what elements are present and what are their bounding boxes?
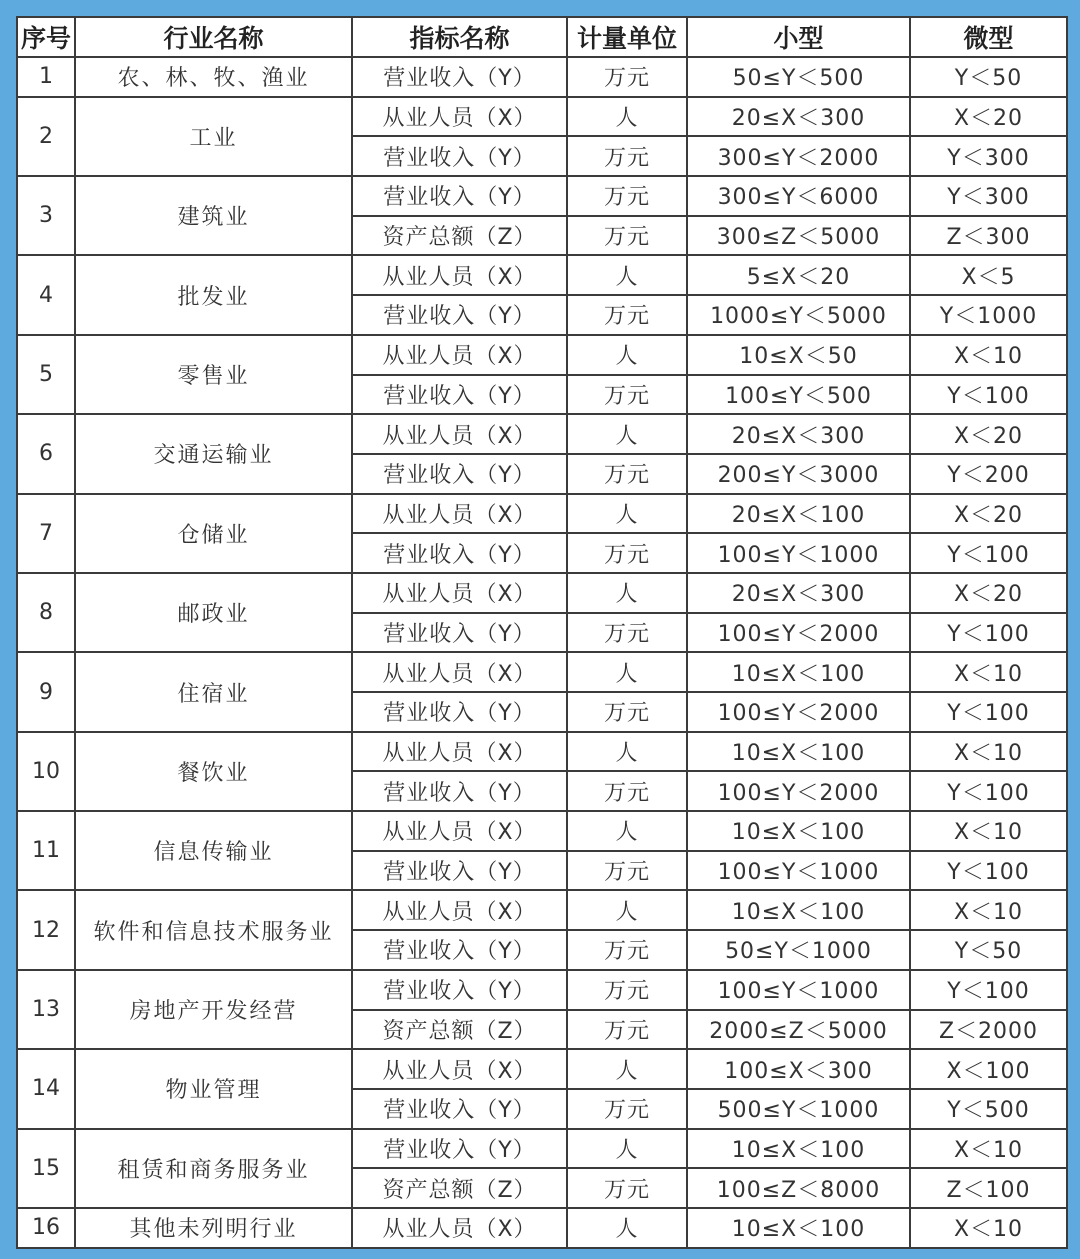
micro-threshold: Y＜50 — [910, 930, 1067, 970]
micro-threshold: Y＜500 — [910, 1089, 1067, 1129]
row-index: 6 — [17, 414, 75, 493]
metric-name: 从业人员（X） — [352, 1049, 567, 1089]
table-row — [17, 811, 1067, 851]
micro-threshold: X＜100 — [910, 1049, 1067, 1089]
table-row — [17, 255, 1067, 295]
metric-name: 资产总额（Z） — [352, 1010, 567, 1050]
table-body — [17, 57, 1067, 1248]
unit-cell: 人 — [567, 732, 687, 772]
unit-cell: 人 — [567, 97, 687, 137]
table-row — [17, 1049, 1067, 1089]
micro-threshold: X＜20 — [910, 573, 1067, 613]
unit-cell: 万元 — [567, 216, 687, 256]
small-threshold: 5≤X＜20 — [687, 255, 910, 295]
industry-name: 农、林、牧、渔业 — [75, 57, 352, 97]
industry-name: 建筑业 — [75, 176, 352, 255]
micro-threshold: Y＜300 — [910, 136, 1067, 176]
small-threshold: 100≤Y＜2000 — [687, 771, 910, 811]
small-threshold: 100≤Y＜1000 — [687, 970, 910, 1010]
unit-cell: 人 — [567, 414, 687, 454]
unit-cell: 万元 — [567, 771, 687, 811]
header-unit: 计量单位 — [567, 17, 687, 57]
micro-threshold: Y＜100 — [910, 771, 1067, 811]
row-index: 12 — [17, 890, 75, 969]
small-threshold: 1000≤Y＜5000 — [687, 295, 910, 335]
metric-name: 从业人员（X） — [352, 255, 567, 295]
metric-name: 营业收入（Y） — [352, 136, 567, 176]
metric-name: 从业人员（X） — [352, 573, 567, 613]
micro-threshold: Z＜300 — [910, 216, 1067, 256]
unit-cell: 万元 — [567, 57, 687, 97]
unit-cell: 万元 — [567, 930, 687, 970]
row-index: 13 — [17, 970, 75, 1049]
industry-name: 软件和信息技术服务业 — [75, 890, 352, 969]
table-row — [17, 573, 1067, 613]
micro-threshold: Y＜100 — [910, 970, 1067, 1010]
table-frame — [16, 16, 1066, 1249]
micro-threshold: X＜20 — [910, 414, 1067, 454]
row-index: 1 — [17, 57, 75, 97]
table-row — [17, 890, 1067, 930]
micro-threshold: Z＜2000 — [910, 1010, 1067, 1050]
table-row — [17, 970, 1067, 1010]
industry-name: 物业管理 — [75, 1049, 352, 1128]
micro-threshold: Y＜100 — [910, 692, 1067, 732]
small-threshold: 100≤Y＜500 — [687, 375, 910, 415]
unit-cell: 万元 — [567, 136, 687, 176]
metric-name: 营业收入（Y） — [352, 970, 567, 1010]
enterprise-size-table — [16, 16, 1068, 1249]
small-threshold: 300≤Y＜6000 — [687, 176, 910, 216]
metric-name: 营业收入（Y） — [352, 692, 567, 732]
table-row — [17, 414, 1067, 454]
metric-name: 营业收入（Y） — [352, 454, 567, 494]
metric-name: 营业收入（Y） — [352, 57, 567, 97]
unit-cell: 万元 — [567, 176, 687, 216]
micro-threshold: Z＜100 — [910, 1168, 1067, 1208]
metric-name: 从业人员（X） — [352, 335, 567, 375]
unit-cell: 人 — [567, 573, 687, 613]
unit-cell: 万元 — [567, 1010, 687, 1050]
small-threshold: 10≤X＜50 — [687, 335, 910, 375]
industry-name: 仓储业 — [75, 494, 352, 573]
metric-name: 从业人员（X） — [352, 494, 567, 534]
metric-name: 资产总额（Z） — [352, 216, 567, 256]
small-threshold: 100≤X＜300 — [687, 1049, 910, 1089]
table-row — [17, 1208, 1067, 1248]
row-index: 16 — [17, 1208, 75, 1248]
unit-cell: 人 — [567, 1208, 687, 1248]
table-row — [17, 57, 1067, 97]
micro-threshold: X＜10 — [910, 732, 1067, 772]
metric-name: 从业人员（X） — [352, 652, 567, 692]
industry-name: 批发业 — [75, 255, 352, 334]
small-threshold: 20≤X＜300 — [687, 573, 910, 613]
metric-name: 从业人员（X） — [352, 811, 567, 851]
small-threshold: 200≤Y＜3000 — [687, 454, 910, 494]
metric-name: 营业收入（Y） — [352, 295, 567, 335]
unit-cell: 人 — [567, 811, 687, 851]
small-threshold: 10≤X＜100 — [687, 890, 910, 930]
unit-cell: 人 — [567, 335, 687, 375]
header-small: 小型 — [687, 17, 910, 57]
unit-cell: 万元 — [567, 613, 687, 653]
unit-cell: 万元 — [567, 454, 687, 494]
metric-name: 从业人员（X） — [352, 1208, 567, 1248]
industry-name: 其他未列明行业 — [75, 1208, 352, 1248]
header-industry: 行业名称 — [75, 17, 352, 57]
table-row — [17, 335, 1067, 375]
row-index: 8 — [17, 573, 75, 652]
small-threshold: 100≤Y＜2000 — [687, 692, 910, 732]
small-threshold: 2000≤Z＜5000 — [687, 1010, 910, 1050]
micro-threshold: X＜10 — [910, 335, 1067, 375]
unit-cell: 人 — [567, 1129, 687, 1169]
small-threshold: 10≤X＜100 — [687, 1129, 910, 1169]
small-threshold: 50≤Y＜1000 — [687, 930, 910, 970]
metric-name: 营业收入（Y） — [352, 613, 567, 653]
header-row — [17, 17, 1067, 57]
unit-cell: 人 — [567, 1049, 687, 1089]
small-threshold: 20≤X＜100 — [687, 494, 910, 534]
table-row — [17, 176, 1067, 216]
row-index: 4 — [17, 255, 75, 334]
micro-threshold: X＜20 — [910, 494, 1067, 534]
header-index: 序号 — [17, 17, 75, 57]
micro-threshold: X＜10 — [910, 890, 1067, 930]
row-index: 5 — [17, 335, 75, 414]
micro-threshold: Y＜1000 — [910, 295, 1067, 335]
industry-name: 房地产开发经营 — [75, 970, 352, 1049]
unit-cell: 人 — [567, 890, 687, 930]
row-index: 10 — [17, 732, 75, 811]
metric-name: 从业人员（X） — [352, 890, 567, 930]
metric-name: 从业人员（X） — [352, 97, 567, 137]
industry-name: 交通运输业 — [75, 414, 352, 493]
small-threshold: 50≤Y＜500 — [687, 57, 910, 97]
table-row — [17, 732, 1067, 772]
unit-cell: 万元 — [567, 692, 687, 732]
small-threshold: 500≤Y＜1000 — [687, 1089, 910, 1129]
metric-name: 营业收入（Y） — [352, 1089, 567, 1129]
metric-name: 营业收入（Y） — [352, 375, 567, 415]
metric-name: 营业收入（Y） — [352, 771, 567, 811]
unit-cell: 人 — [567, 255, 687, 295]
small-threshold: 100≤Y＜1000 — [687, 533, 910, 573]
row-index: 9 — [17, 652, 75, 731]
metric-name: 营业收入（Y） — [352, 176, 567, 216]
industry-name: 租赁和商务服务业 — [75, 1129, 352, 1208]
micro-threshold: X＜10 — [910, 811, 1067, 851]
unit-cell: 万元 — [567, 970, 687, 1010]
unit-cell: 万元 — [567, 851, 687, 891]
micro-threshold: X＜20 — [910, 97, 1067, 137]
micro-threshold: Y＜300 — [910, 176, 1067, 216]
metric-name: 营业收入（Y） — [352, 851, 567, 891]
table-row — [17, 652, 1067, 692]
micro-threshold: X＜10 — [910, 1208, 1067, 1248]
micro-threshold: Y＜100 — [910, 375, 1067, 415]
row-index: 2 — [17, 97, 75, 176]
table-row — [17, 97, 1067, 137]
industry-name: 餐饮业 — [75, 732, 352, 811]
row-index: 14 — [17, 1049, 75, 1128]
micro-threshold: X＜10 — [910, 652, 1067, 692]
header-metric: 指标名称 — [352, 17, 567, 57]
micro-threshold: Y＜200 — [910, 454, 1067, 494]
micro-threshold: X＜10 — [910, 1129, 1067, 1169]
small-threshold: 20≤X＜300 — [687, 97, 910, 137]
small-threshold: 10≤X＜100 — [687, 652, 910, 692]
metric-name: 营业收入（Y） — [352, 533, 567, 573]
industry-name: 住宿业 — [75, 652, 352, 731]
small-threshold: 100≤Y＜2000 — [687, 613, 910, 653]
small-threshold: 300≤Z＜5000 — [687, 216, 910, 256]
micro-threshold: Y＜50 — [910, 57, 1067, 97]
metric-name: 营业收入（Y） — [352, 1129, 567, 1169]
micro-threshold: Y＜100 — [910, 851, 1067, 891]
unit-cell: 万元 — [567, 1089, 687, 1129]
small-threshold: 100≤Y＜1000 — [687, 851, 910, 891]
small-threshold: 10≤X＜100 — [687, 811, 910, 851]
small-threshold: 20≤X＜300 — [687, 414, 910, 454]
industry-name: 信息传输业 — [75, 811, 352, 890]
table-row — [17, 1129, 1067, 1169]
unit-cell: 人 — [567, 494, 687, 534]
row-index: 7 — [17, 494, 75, 573]
row-index: 3 — [17, 176, 75, 255]
unit-cell: 人 — [567, 652, 687, 692]
unit-cell: 万元 — [567, 375, 687, 415]
metric-name: 从业人员（X） — [352, 414, 567, 454]
row-index: 11 — [17, 811, 75, 890]
unit-cell: 万元 — [567, 1168, 687, 1208]
small-threshold: 300≤Y＜2000 — [687, 136, 910, 176]
small-threshold: 10≤X＜100 — [687, 1208, 910, 1248]
industry-name: 邮政业 — [75, 573, 352, 652]
micro-threshold: Y＜100 — [910, 533, 1067, 573]
metric-name: 营业收入（Y） — [352, 930, 567, 970]
table-row — [17, 494, 1067, 534]
metric-name: 从业人员（X） — [352, 732, 567, 772]
unit-cell: 万元 — [567, 295, 687, 335]
header-micro: 微型 — [910, 17, 1067, 57]
row-index: 15 — [17, 1129, 75, 1208]
small-threshold: 10≤X＜100 — [687, 732, 910, 772]
small-threshold: 100≤Z＜8000 — [687, 1168, 910, 1208]
industry-name: 零售业 — [75, 335, 352, 414]
micro-threshold: Y＜100 — [910, 613, 1067, 653]
metric-name: 资产总额（Z） — [352, 1168, 567, 1208]
unit-cell: 万元 — [567, 533, 687, 573]
industry-name: 工业 — [75, 97, 352, 176]
micro-threshold: X＜5 — [910, 255, 1067, 295]
